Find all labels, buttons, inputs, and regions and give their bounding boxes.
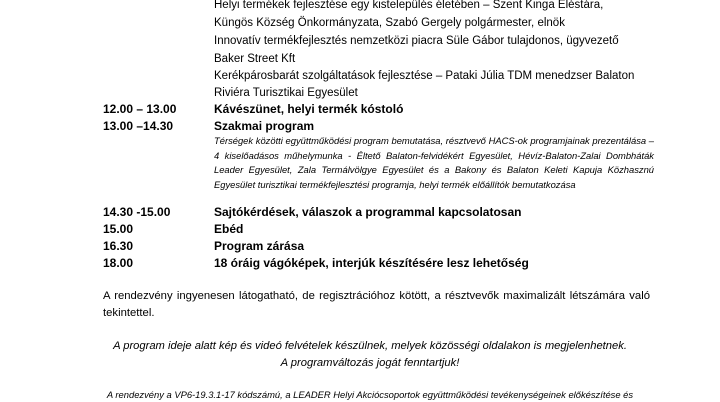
media-note: A program ideje alatt kép és videó felvételek készülnek, melyek közösségi oldalakon is megjelenhetnek. <box>113 340 627 352</box>
schedule-time: 13.00 –14.30 <box>103 119 174 133</box>
intro-line: Kerékpárosbarát szolgáltatások fejlesztése – Pataki Júlia TDM menedzser Balaton <box>214 70 635 82</box>
schedule-title: Program zárása <box>214 239 305 253</box>
intro-line: Küngös Község Önkormányzata, Szabó Gergely polgármester, elnök <box>214 17 565 29</box>
schedule-title: Ebéd <box>214 222 244 236</box>
intro-line: Helyi termékek fejlesztése egy kistelepülés életében – Szent Kinga Éléstára, <box>214 0 604 11</box>
footer-text: A rendezvény a VP6-19.3.1-17 kódszámú, a LEADER Helyi Akciócsoportok együttműködési tevékenységeinek előkészítése és <box>106 389 634 400</box>
intro-line: Innovatív termékfejlesztés nemzetközi piacra Süle Gábor tulajdonos, ügyvezető <box>214 35 619 47</box>
intro-line: Baker Street Kft <box>214 53 296 65</box>
program-description: Térségek közötti együttműködési program bemutatása, résztvevő HACS-ok programjainak prezentálása – 4 kiselőadásos műhelymunka - Éltető Balaton-felvidékért Egyesület, Hévíz-Balaton-Zalai Dombháták Leader Egyesület, Zala Termálvölgye Egyesület és a Bakony és Balaton Keleti Kapuja Közhasznú Egyesület turisztikai termékfejlesztési programja, helyi termék előállítók bemutatkozása <box>214 135 654 190</box>
schedule-title: Kávészünet, helyi termék kóstoló <box>214 102 404 116</box>
schedule-time: 14.30 -15.00 <box>103 205 171 219</box>
schedule-title: 18 óráig vágóképek, interjúk készítésére lesz lehetőség <box>214 256 529 270</box>
registration-note: A rendezvény ingyenesen látogatható, de regisztrációhoz kötött, a résztvevők maximalizált létszámára való tekintettel. <box>103 290 650 319</box>
schedule-time: 18.00 <box>103 256 134 270</box>
schedule-title: Sajtókérdések, válaszok a programmal kapcsolatosan <box>214 205 522 219</box>
schedule-title: Szakmai program <box>214 119 315 133</box>
schedule-time: 15.00 <box>103 222 134 236</box>
intro-line: Riviéra Turisztikai Egyesület <box>214 87 358 99</box>
change-notice: A programváltozás jogát fenntartjuk! <box>280 357 460 369</box>
schedule-time: 16.30 <box>103 239 134 253</box>
schedule-time: 12.00 – 13.00 <box>103 102 177 116</box>
